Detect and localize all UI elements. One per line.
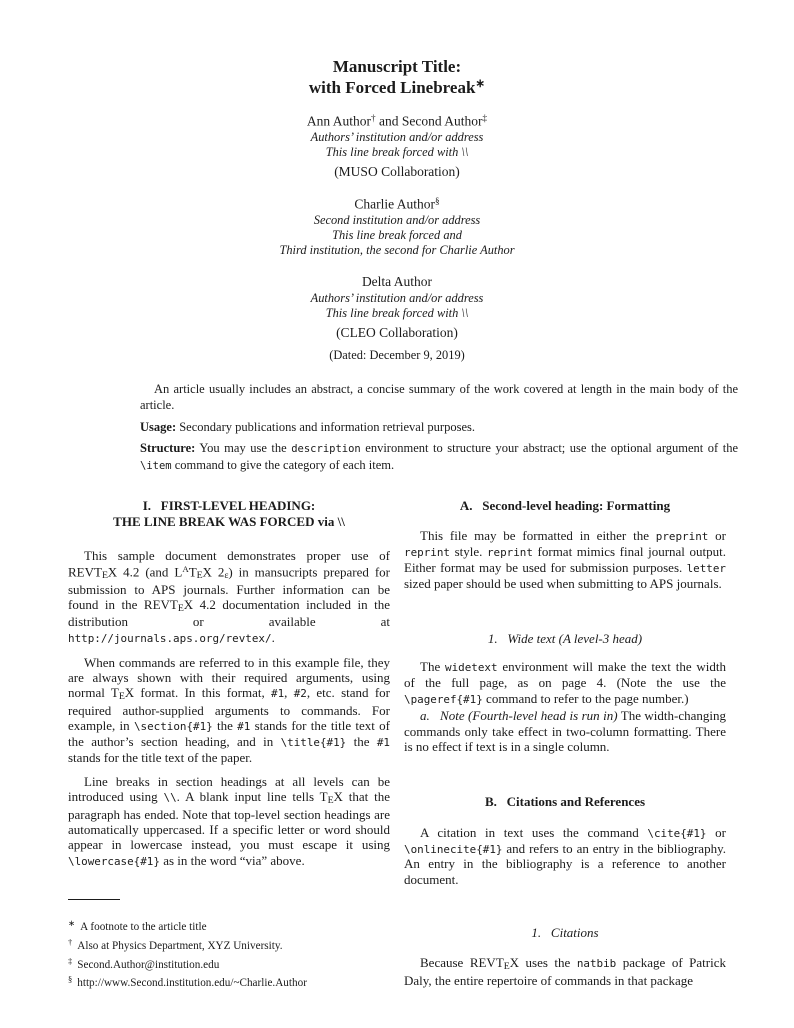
author-block-2 [68, 196, 726, 258]
footnote-marker: † [68, 936, 73, 947]
body-paragraph: This sample document demonstrates proper use of REVTEX 4.2 (and $L^ATEX$ 2ε) in mansucripts prepared for submission to APS journals. Further information can be found in the REVTEX 4.2 documentation included in the distribution or available at http://journals.aps.org/revtex/. [68, 548, 391, 645]
section-heading-1 [68, 498, 390, 531]
author-block-1 [68, 113, 726, 180]
body-paragraph: Because REVTEX uses the natbib package of Patrick Daly, the entire repertoire of commands in that package [404, 955, 726, 988]
footnote-marker: ‡ [68, 955, 73, 966]
footnote-text: http://www.Second.institution.edu/~Charlie.Author [77, 977, 307, 990]
section-heading-1-line-1: I. FIRST-LEVEL HEADING: [142, 497, 316, 513]
footnote-affiliation [68, 936, 390, 955]
title-block [68, 56, 726, 363]
footnote-text: Second.Author@institution.edu [77, 958, 220, 971]
footnote-rule [68, 899, 120, 900]
body-paragraph: When commands are referred to in this example file, they are always shown with their required arguments, using normal TEX format. In this format, #1, #2, etc. stand for required author-supplied arguments to commands. For example, in \section{#1} the #1 stands for the title text of the author’s section heading, and in \title{#1} the #1 stands for the title text of the paper. [68, 654, 390, 765]
footnote-text: Also at Physics Department, XYZ University. [77, 939, 283, 952]
abstract-usage: Usage: Secondary publications and information retrieval purposes. [140, 419, 475, 434]
affiliation-line: Authors’ institution and/or address [310, 130, 484, 145]
author-block-3 [68, 274, 726, 341]
affiliation-line: Third institution, the second for Charlie Author [279, 243, 515, 258]
footnote-title [68, 917, 390, 936]
two-column-body [68, 498, 726, 1012]
footnote-marker: § [68, 974, 73, 985]
subsubsection-heading-citations: 1. Citations [531, 925, 599, 941]
abstract-paragraph: An article usually includes an abstract, a concise summary of the work covered at length in the main body of the article. [140, 381, 738, 413]
footnote-marker: ∗ [68, 918, 76, 929]
affiliation-line: This line break forced and [332, 228, 462, 243]
footnote-email [68, 955, 390, 974]
paper-title [68, 56, 726, 99]
column-spacer [68, 869, 390, 899]
footnotes [68, 899, 390, 992]
footnote-text: A footnote to the article title [80, 920, 207, 933]
author-names: Delta Author [361, 274, 433, 290]
collaboration: (MUSO Collaboration) [334, 164, 460, 180]
runin-paragraph: a. Note (Fourth-level head is run in) The width-changing commands only take effect in two-column formatting. There is no effect if text is in a single column. [404, 708, 726, 755]
body-paragraph: A citation in text uses the command \cite{#1} or \onlinecite{#1} and refers to an entry in the bibliography. An entry in the bibliography is a reference to another document. [404, 824, 726, 887]
author-names: Charlie Author§ [354, 196, 440, 212]
collaboration: (CLEO Collaboration) [336, 324, 458, 340]
abstract-structure: Structure: You may use the description environment to structure your abstract; use the optional argument of the \item command to give the category of each item. [140, 441, 738, 473]
body-paragraph: The widetext environment will make the text the width of the full page, as on page 4. (Note the use the \pageref{#1} command to refer to the page number.) [404, 659, 726, 706]
subsection-heading-b: B. Citations and References [484, 794, 646, 810]
affiliation-line: Authors’ institution and/or address [310, 290, 484, 305]
abstract [140, 381, 738, 474]
affiliation-line: This line break forced with \\ [325, 305, 469, 320]
affiliation-line: This line break forced with \\ [325, 145, 469, 160]
dated-line: (Dated: December 9, 2019) [329, 347, 465, 362]
section-heading-1-line-2: THE LINE BREAK WAS FORCED via \\ [113, 514, 345, 530]
footnote-url [68, 973, 390, 992]
author-names: Ann Author† and Second Author‡ [306, 112, 488, 129]
affiliation-line: Second institution and/or address [313, 213, 481, 228]
body-paragraph: Line breaks in section headings at all levels can be introduced using \\. A blank input line tells TEX that the paragraph has ended. Note that top-level section headings are automatically uppercased. If a specific letter or word should appear in lowercase instead, you must escape it using \lowercase{#1} as in the word “via” above. [68, 773, 390, 868]
right-column [404, 498, 726, 1012]
left-column [68, 498, 390, 1012]
subsection-heading-a: A. Second-level heading: Formatting [459, 497, 671, 513]
body-paragraph: This file may be formatted in either the preprint or reprint style. reprint format mimics final journal output. Either format may be used for submission purposes. letter sized paper should be used when submitting to APS journals. [404, 528, 726, 591]
paper-title-line-1: Manuscript Title: [332, 57, 462, 76]
paper-title-line-2: with Forced Linebreak∗ [308, 77, 486, 98]
subsubsection-heading-widetext: 1. Wide text (A level-3 head) [487, 631, 643, 647]
